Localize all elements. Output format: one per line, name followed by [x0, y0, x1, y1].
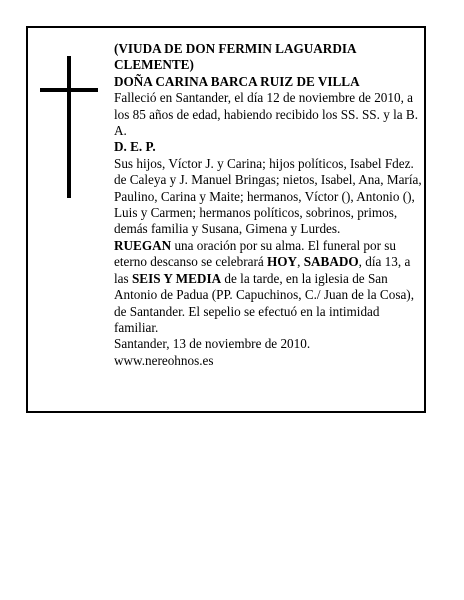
sabado-label: SABADO — [303, 254, 359, 270]
death-statement: Falleció en Santander, el día 12 de noviembre de 2010, a los 85 años de edad, habiendo recibido los SS. SS. y la B. A. — [114, 90, 419, 139]
hoy-label: HOY — [267, 254, 298, 270]
cross-vertical-bar — [67, 56, 71, 198]
website-text: www.nereohnos.es — [114, 352, 214, 368]
dep-line: D. E. P. — [114, 139, 156, 155]
deceased-name: DOÑA CARINA BARCA RUIZ DE VILLA — [114, 73, 360, 89]
obituary-notice — [26, 26, 426, 413]
ruegan-label: RUEGAN — [114, 237, 172, 253]
cross-horizontal-bar — [40, 88, 98, 92]
family-list: Sus hijos, Víctor J. y Carina; hijos políticos, Isabel Fdez. de Caleya y J. Manuel Bringas; nietos, Isabel, Ana, María, Paulino, Carina y Maite; hermanos, Víctor (), Antonio (), Luis y Carmen; hermanos políticos, sobrinos, primos, demás familia y Susana, Gimena y Lurdes. — [114, 155, 422, 237]
funeral-request — [114, 238, 424, 336]
request-text-4: de la tarde, en la iglesia de San Antonio de Padua (PP. Capuchinos, C./ Juan de la Cosa), de Santander. El sepelio se efectuó en la intimidad familiar. — [114, 270, 414, 335]
time-label: SEIS Y MEDIA — [131, 270, 222, 286]
widow-of-line: (VIUDA DE DON FERMIN LAGUARDIA CLEMENTE) — [114, 41, 356, 73]
request-text-3: , día 13, a las — [114, 254, 411, 286]
request-text-1: una oración por su alma. El funeral por su eterno descanso se celebrará — [114, 237, 397, 270]
place-date: Santander, 13 de noviembre de 2010. — [114, 336, 311, 352]
notice-text — [114, 41, 424, 369]
cross-icon — [40, 56, 98, 198]
request-text-2: , — [297, 254, 304, 270]
